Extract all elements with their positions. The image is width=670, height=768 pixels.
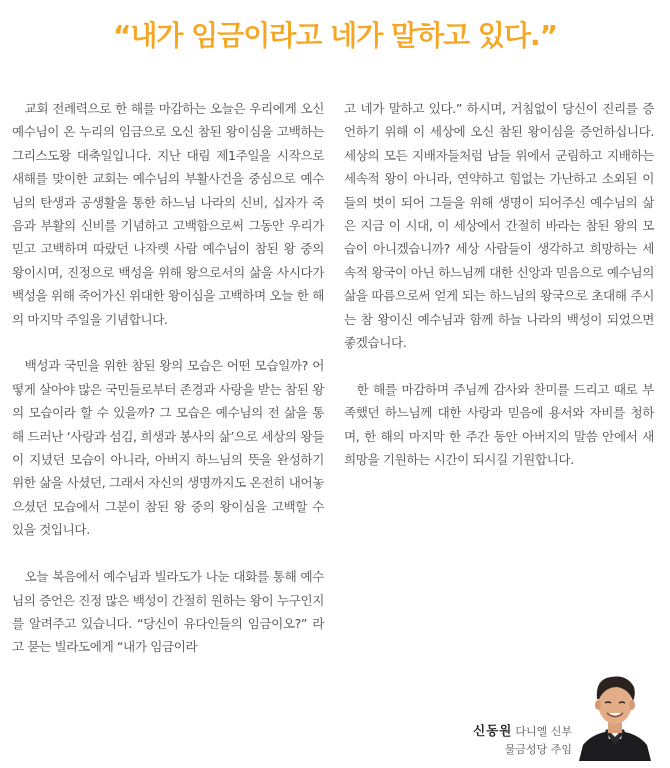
paragraph: 교회 전례력으로 한 해를 마감하는 오늘은 우리에게 오신 예수님이 온 누리의 임금으로 오신 참된 왕이심을 고백하는 그리스도왕 대축일입니다. 지난 대림 제1주일을 시작으로 새해를 맞이한 교회는 예수님의 부활사건을 중심으로 예수님의 탄생과 공생활을 통한 하느님 나라의 신비, 십자가 죽음과 부활의 신비를 기념하고 고백함으로써 그동안 우리가 믿고 고백하며 따랐던 나자렛 사람 예수님이 참된 왕 중의 왕이시며, 진정으로 백성을 위해 왕으로서의 삶을 사시다가 백성을 위해 죽어가신 위대한 왕이심을 고백하며 오늘 한 해의 마지막 주일을 기념합니다. (12, 101, 324, 327)
paragraph: 오늘 복음에서 예수님과 빌라도가 나눈 대화를 통해 예수님의 증언은 진정 많은 백성이 간절히 원하는 왕이 누구인지를 알려주고 있습니다. “당신이 유다인들의 임금이오?” 라고 묻는 빌라도에게 “내가 임금이라 (12, 569, 324, 655)
author-role: 다니엘 신부 (515, 725, 572, 738)
author-parish: 물금성당 주임 (504, 743, 572, 756)
author-name: 신동원 (473, 723, 513, 738)
author-byline (440, 722, 572, 759)
page-title: “내가 임금이라고 네가 말하고 있다.” (112, 19, 558, 52)
paragraph-continued: 고 네가 말하고 있다.” 하시며, 거침없이 당신이 진리를 증언하기 위해 이 세상에 오신 참된 왕이심을 증언하십니다. 세상의 모든 지배자들처럼 남들 위에서 군림하고 지배하는 세속적 왕이 아니라, 연약하고 힘없는 가난하고 소외된 이들의 벗이 되어 그들을 위해 생명이 되어주신 예수님의 삶은 지금 이 시대, 이 세상에서 간절히 바라는 참된 왕의 모습이 아니겠습니까? 세상 사람들이 생각하고 희망하는 세속적 왕국이 아닌 하느님께 대한 신앙과 믿음으로 예수님의 삶을 따름으로써 얻게 되는 하느님의 왕국으로 초대해 주시는 참 왕이신 예수님과 함께 하늘 나라의 백성이 되었으면 좋겠습니다. (344, 101, 654, 351)
left-column (12, 97, 324, 659)
right-column (344, 97, 654, 495)
priest-portrait-icon (577, 665, 653, 761)
paragraph: 백성과 국민을 위한 참된 왕의 모습은 어떤 모습일까? 어떻게 살아야 많은 국민들로부터 존경과 사랑을 받는 참된 왕의 모습이라 할 수 있을까? 그 모습은 예수님의 전 삶을 통해 드러난 ‘사랑과 섬김, 희생과 봉사의 삶’으로 세상의 왕들이 지녔던 모습이 아니라, 아버지 하느님의 뜻을 완성하기 위한 삶을 사셨던, 그래서 자신의 생명까지도 온전히 내어놓으셨던 모습에서 그분이 참된 왕 중의 왕이심을 고백할 수 있을 것입니다. (12, 358, 324, 538)
paragraph: 한 해를 마감하며 주님께 감사와 찬미를 드리고 때로 부족했던 하느님께 대한 사랑과 믿음에 용서와 자비를 청하며, 한 해의 마지막 한 주간 동안 아버지의 말씀 안에서 새 희망을 기원하는 시간이 되시길 기원합니다. (344, 381, 654, 468)
author-photo (577, 665, 653, 761)
